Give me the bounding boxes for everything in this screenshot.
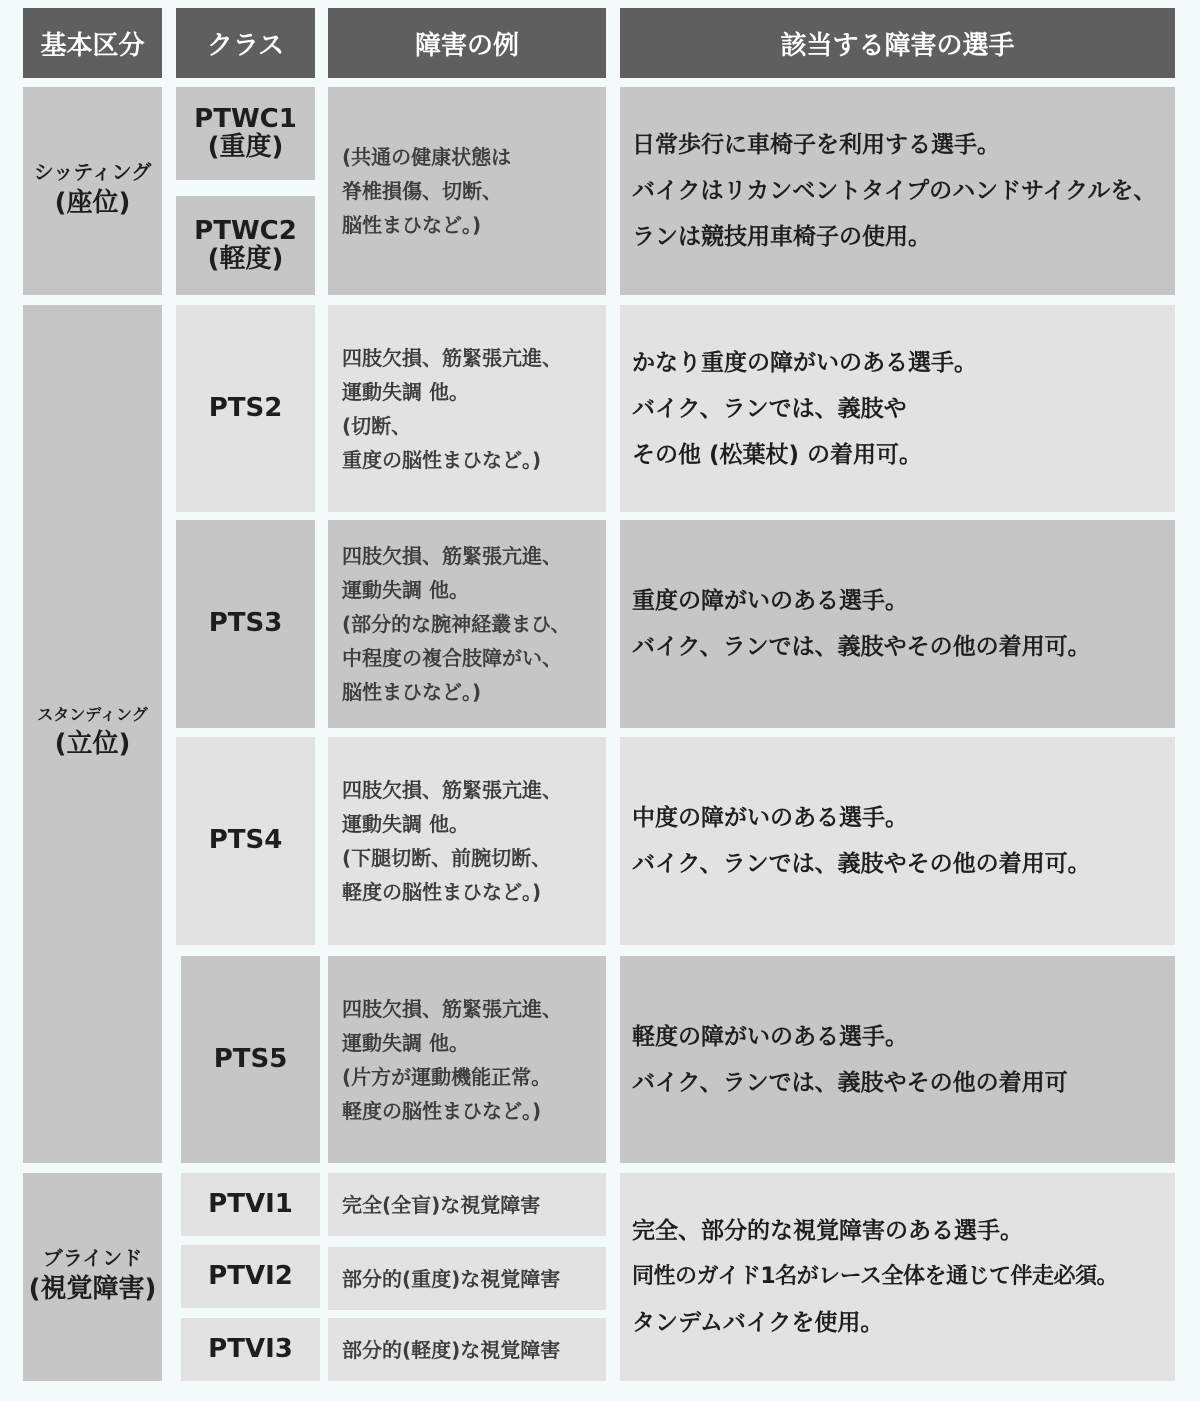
examples-ptvi3 [328, 1318, 606, 1381]
athletes-line: 中度の障がいのある選手。 [632, 805, 908, 831]
class-ptvi3-code: PTVI3 [208, 1333, 293, 1364]
athletes-pts3 [620, 520, 1175, 728]
class-ptwc2 [176, 196, 315, 295]
header-category [23, 8, 162, 78]
category-sitting-label: シッティング [33, 160, 152, 185]
examples-line: 脳性まひなど。) [342, 213, 482, 237]
class-pts5 [181, 956, 320, 1163]
category-standing-sublabel: (立位) [54, 728, 131, 759]
class-ptwc1 [176, 87, 315, 180]
examples-pts5 [328, 956, 606, 1163]
category-standing [23, 305, 162, 1163]
athletes-line: タンデムバイクを使用。 [632, 1310, 884, 1336]
class-ptvi1 [181, 1173, 320, 1236]
header-class [176, 8, 315, 78]
examples-sitting [328, 87, 606, 295]
examples-line: 四肢欠損、筋緊張亢進、 [342, 345, 562, 370]
class-ptwc2-severity: (軽度) [207, 243, 284, 274]
examples-line: 脊椎損傷、切断、 [342, 179, 502, 203]
header-athletes [620, 8, 1175, 78]
class-ptvi2 [181, 1245, 320, 1308]
athletes-line: 軽度の障がいのある選手。 [632, 1023, 908, 1050]
class-pts5-code: PTS5 [213, 1043, 288, 1074]
header-category-label: 基本区分 [40, 30, 145, 61]
examples-line: 中程度の複合肢障がい、 [342, 646, 562, 670]
category-blind-sublabel: (視覚障害) [28, 1274, 157, 1305]
athletes-sitting [620, 87, 1175, 295]
class-pts3 [176, 520, 315, 728]
category-standing-label: スタンディング [37, 704, 148, 724]
examples-line: (共通の健康状態は [342, 145, 512, 169]
examples-line: 運動失調 他。 [342, 578, 469, 602]
athletes-line: 完全、部分的な視覚障害のある選手。 [632, 1218, 1023, 1244]
athletes-line: 同性のガイド1名がレース全体を通じて伴走必須。 [632, 1264, 1119, 1289]
header-class-label: クラス [206, 30, 285, 61]
athletes-pts4 [620, 737, 1175, 945]
header-examples-label: 障害の例 [414, 30, 519, 61]
examples-line: 部分的(重度)な視覚障害 [342, 1266, 561, 1291]
athletes-line: かなり重度の障がいのある選手。 [632, 349, 977, 376]
athletes-line: バイク、ランでは、義肢やその他の着用可。 [632, 851, 1091, 877]
athletes-pts5 [620, 956, 1175, 1163]
class-pts3-code: PTS3 [208, 608, 283, 639]
examples-line: 四肢欠損、筋緊張亢進、 [342, 544, 562, 568]
category-sitting [23, 87, 162, 295]
examples-pts2 [328, 305, 606, 512]
class-pts4 [176, 737, 315, 945]
category-sitting-sublabel: (座位) [54, 188, 131, 219]
examples-ptvi2 [328, 1247, 606, 1310]
header-examples [328, 8, 606, 78]
examples-line: (下腿切断、前腕切断、 [342, 846, 552, 870]
athletes-line: バイク、ランでは、義肢やその他の着用可。 [632, 634, 1091, 660]
examples-line: 運動失調 他。 [342, 1030, 469, 1055]
examples-line: (部分的な腕神経叢まひ、 [342, 612, 571, 636]
examples-line: 四肢欠損、筋緊張亢進、 [342, 778, 562, 802]
examples-line: 部分的(軽度)な視覚障害 [342, 1337, 561, 1362]
examples-line: 四肢欠損、筋緊張亢進、 [342, 996, 562, 1021]
category-blind [23, 1173, 162, 1381]
examples-pts3 [328, 520, 606, 728]
class-ptwc2-code: PTWC2 [194, 216, 297, 247]
athletes-blind [620, 1173, 1175, 1381]
examples-line: 脳性まひなど。) [342, 680, 482, 704]
examples-line: 軽度の脳性まひなど。) [342, 1098, 542, 1123]
examples-pts4 [328, 737, 606, 945]
header-athletes-label: 該当する障害の選手 [780, 30, 1015, 61]
examples-line: 重度の脳性まひなど。) [342, 447, 542, 472]
athletes-line: 日常歩行に車椅子を利用する選手。 [632, 132, 1000, 158]
examples-line: 運動失調 他。 [342, 379, 469, 404]
examples-line: 軽度の脳性まひなど。) [342, 880, 542, 904]
examples-line: (切断、 [342, 413, 412, 438]
athletes-line: その他 (松葉杖) の着用可。 [632, 441, 923, 468]
examples-ptvi1 [328, 1173, 606, 1236]
class-pts2 [176, 305, 315, 512]
athletes-line: バイク、ランでは、義肢やその他の着用可 [632, 1069, 1068, 1096]
class-ptvi1-code: PTVI1 [208, 1188, 293, 1219]
athletes-line: バイクはリカンベントタイプのハンドサイクルを、 [632, 178, 1157, 204]
class-ptvi2-code: PTVI2 [208, 1260, 293, 1291]
athletes-line: 重度の障がいのある選手。 [632, 588, 908, 614]
athletes-line: ランは競技用車椅子の使用。 [632, 224, 931, 250]
class-ptwc1-severity: (重度) [207, 131, 284, 162]
athletes-pts2 [620, 305, 1175, 512]
examples-line: 運動失調 他。 [342, 812, 469, 836]
class-ptwc1-code: PTWC1 [194, 104, 297, 135]
class-pts4-code: PTS4 [208, 825, 283, 856]
examples-line: 完全(全盲)な視覚障害 [342, 1192, 541, 1217]
athletes-line: バイク、ランでは、義肢や [632, 395, 907, 422]
category-blind-label: ブラインド [42, 1246, 143, 1271]
class-ptvi3 [181, 1318, 320, 1381]
class-pts2-code: PTS2 [208, 392, 283, 423]
examples-line: (片方が運動機能正常。 [342, 1064, 552, 1089]
